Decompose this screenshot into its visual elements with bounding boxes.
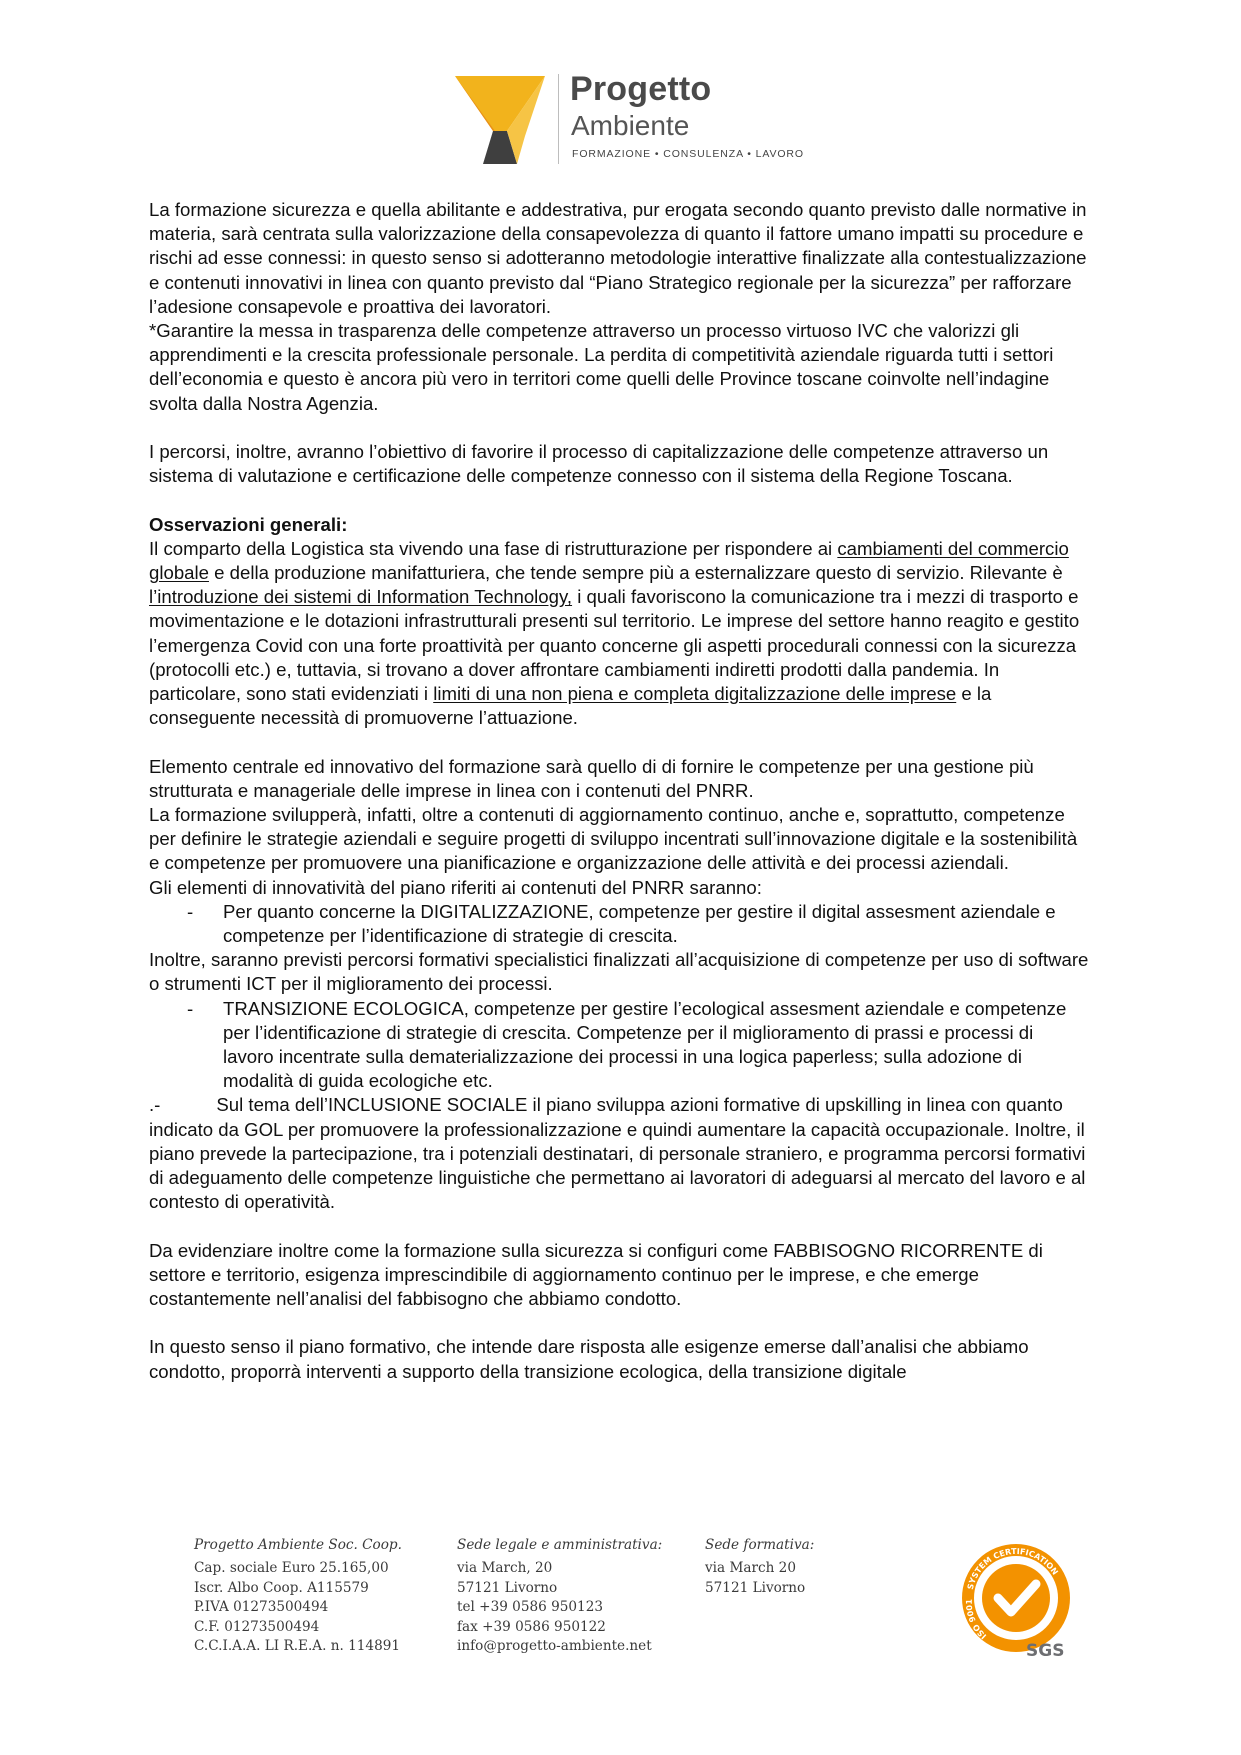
paragraph-specialist-paths: Inoltre, saranno previsti percorsi formativi specialistici finalizzati all’acquisizione di competenze per uso di software o strumenti ICT per il miglioramento dei processi. (149, 949, 1089, 995)
list-item-digitalization (149, 900, 1089, 948)
logo-tagline: FORMAZIONE • CONSULENZA • LAVORO (572, 148, 804, 160)
footer-line: P.IVA 01273500494 (194, 1599, 329, 1616)
footer-line: Cap. sociale Euro 25.165,00 (194, 1560, 389, 1577)
iso-certification-badge (960, 1542, 1072, 1660)
text-run: i quali favoriscono la comunicazione tra i mezzi di trasporto e movimentazione e le dotazioni infrastrutturali presenti sul territorio. Le imprese del settore hanno reagito e gestito l’emergenza Covid con una forte proattività per quanto concerne gli aspetti procedurali connessi con la sicurezza (protocolli etc.) e, tuttavia, si trovano a dover affrontare cambiamenti indiretti prodotti dalla pandemia. In particolare, sono stati evidenziati i (149, 586, 1080, 705)
footer-line: via March, 20 (457, 1560, 553, 1577)
paragraph-social-inclusion (149, 1093, 1089, 1214)
footer-legal-office (457, 1536, 662, 1656)
footer-training-office (705, 1536, 814, 1598)
logo-divider (558, 74, 559, 164)
footer-email[interactable]: info@progetto-ambiente.net (457, 1638, 652, 1655)
text-run: e la conseguente necessità di promuoverne l’attuazione. (149, 683, 992, 729)
inclusion-text: Sul tema dell’INCLUSIONE SOCIALE il piano sviluppa azioni formative di upskilling in linea con quanto indicato da GOL per promuovere la professionalizzazione e quindi aumentare la capacità occupazionale. Inoltre, il piano prevede la partecipazione, tra i potenziali destinatari, di personale straniero, e programma percorsi formativi di adeguamento delle competenze linguistiche che permettano ai lavoratori di adeguarsi al mercato del lavoro e al contesto di operatività. (149, 1094, 1086, 1213)
paragraph-training-plan: In questo senso il piano formativo, che intende dare risposta alle esigenze emerse dall’analisi che abbiamo condotto, proporrà interventi a supporto della transizione ecologica, della transizione digitale (149, 1336, 1029, 1382)
bullet-dash: - (187, 997, 194, 1019)
logo-name: Progetto (570, 70, 712, 108)
footer-line: Iscr. Albo Coop. A115579 (194, 1579, 369, 1596)
logo-mark-icon (455, 76, 545, 164)
paragraph-transparency: *Garantire la messa in trasparenza delle competenze attraverso un processo virtuoso IVC che valorizzi gli apprendimenti e la crescita professionale personale. La perdita di competitività aziendale riguarda tutti i settori dell’economia e questo è ancora più vero in territori come quelli delle Province toscane coinvolte nell’indagine svolta dalla Nostra Agenzia. (149, 320, 1054, 414)
list-item-ecological (149, 997, 1089, 1094)
footer-line: C.F. 01273500494 (194, 1618, 320, 1635)
footer-line: 57121 Livorno (457, 1579, 558, 1596)
paragraph-pathways: I percorsi, inoltre, avranno l’obiettivo di favorire il processo di capitalizzazione delle competenze attraverso un sistema di valutazione e certificazione delle competenze connesso con il sistema della Regione Toscana. (149, 441, 1049, 487)
footer-line: via March 20 (705, 1560, 796, 1577)
list-item-text: Per quanto concerne la DIGITALIZZAZIONE, competenze per gestire il digital assesment aziendale e competenze per l’identificazione di strategie di crescita. (223, 900, 1056, 947)
paragraph-central-element: Elemento centrale ed innovativo del formazione sarà quello di di fornire le competenze per una gestione più strutturata e manageriale delle imprese in linea con i contenuti del PNRR. (149, 755, 1034, 801)
document-body (149, 198, 1089, 1384)
paragraph-logistics (149, 537, 1089, 731)
paragraph-innovation-intro: Gli elementi di innovatività del piano riferiti ai contenuti del PNRR saranno: (149, 876, 762, 898)
footer-legal-heading: Sede legale e amministrativa: (457, 1537, 663, 1553)
footer-training-heading: Sede formativa: (705, 1537, 815, 1553)
paragraph-training-develop: La formazione svilupperà, infatti, oltre a contenuti di aggiornamento continuo, anche e, soprattutto, competenze per definire le strategie aziendali e seguire progetti di sviluppo incentrati sull’innovazione digitale e la sostenibilità e competenze per promuovere una pianificazione e organizzazione delle attività e dei processi aziendali. (149, 804, 1078, 874)
paragraph-recurring-need: Da evidenziare inoltre come la formazione sulla sicurezza si configuri come FABBISOGNO RICORRENTE di settore e territorio, esigenza imprescindibile di aggiornamento continuo per le imprese, e che emerge costantemente nell’analisi del fabbisogno che abbiamo condotto. (149, 1239, 1043, 1310)
inclusion-mark: .- (149, 1094, 161, 1116)
paragraph-training-safety: La formazione sicurezza e quella abilitante e addestrativa, pur erogata secondo quanto previsto dalle normative in materia, sarà centrata sulla valorizzazione della consapevolezza di quanto il fattore umano impatti su procedure e rischi ad esse connessi: in questo senso si adotteranno metodologie interattive finalizzate alla contestualizzazione e contenuti innovativi in linea con quanto previsto dal “Piano Strategico regionale per la sicurezza” per rafforzare l’adesione consapevole e proattiva dei lavoratori. (149, 199, 1087, 317)
cert-brand: SGS (1026, 1641, 1065, 1660)
cert-ring-text: SYSTEM CERTIFICATION (965, 1546, 1060, 1591)
underlined-digitalization-limits: limiti di una non piena e completa digitalizzazione delle imprese (433, 683, 957, 705)
bullet-dash: - (187, 900, 194, 922)
underlined-global-trade: cambiamenti del commercio globale (149, 537, 1069, 584)
section-heading: Osservazioni generali: (149, 513, 348, 535)
company-logo (455, 68, 815, 168)
footer-line: 57121 Livorno (705, 1579, 806, 1596)
footer-company-info (194, 1536, 402, 1656)
list-item-text: TRANSIZIONE ECOLOGICA, competenze per gestire l’ecological assesment aziendale e competenze per l’identificazione di strategie di crescita. Competenze per il miglioramento di prassi e processi di lavoro incentrate sulla dematerializzazione dei processi in una logica paperless; sulla adozione di modalità di guida ecologiche etc. (223, 997, 1067, 1092)
cert-iso-text: ISO 9001 (964, 1598, 989, 1641)
footer-line: C.C.I.A.A. LI R.E.A. n. 114891 (194, 1638, 401, 1655)
footer-line: fax +39 0586 950122 (457, 1618, 606, 1635)
footer-line: tel +39 0586 950123 (457, 1599, 603, 1616)
underlined-it-systems: l’introduzione dei sistemi di Information Technology, (149, 586, 573, 608)
footer-company-name: Progetto Ambiente Soc. Coop. (194, 1537, 402, 1553)
text-run: Il comparto della Logistica sta vivendo una fase di ristrutturazione per rispondere ai (149, 537, 838, 559)
logo-subname: Ambiente (571, 110, 690, 141)
text-run: e della produzione manifatturiera, che tende sempre più a esternalizzare questo di servizio. Rilevante è (208, 562, 1063, 584)
